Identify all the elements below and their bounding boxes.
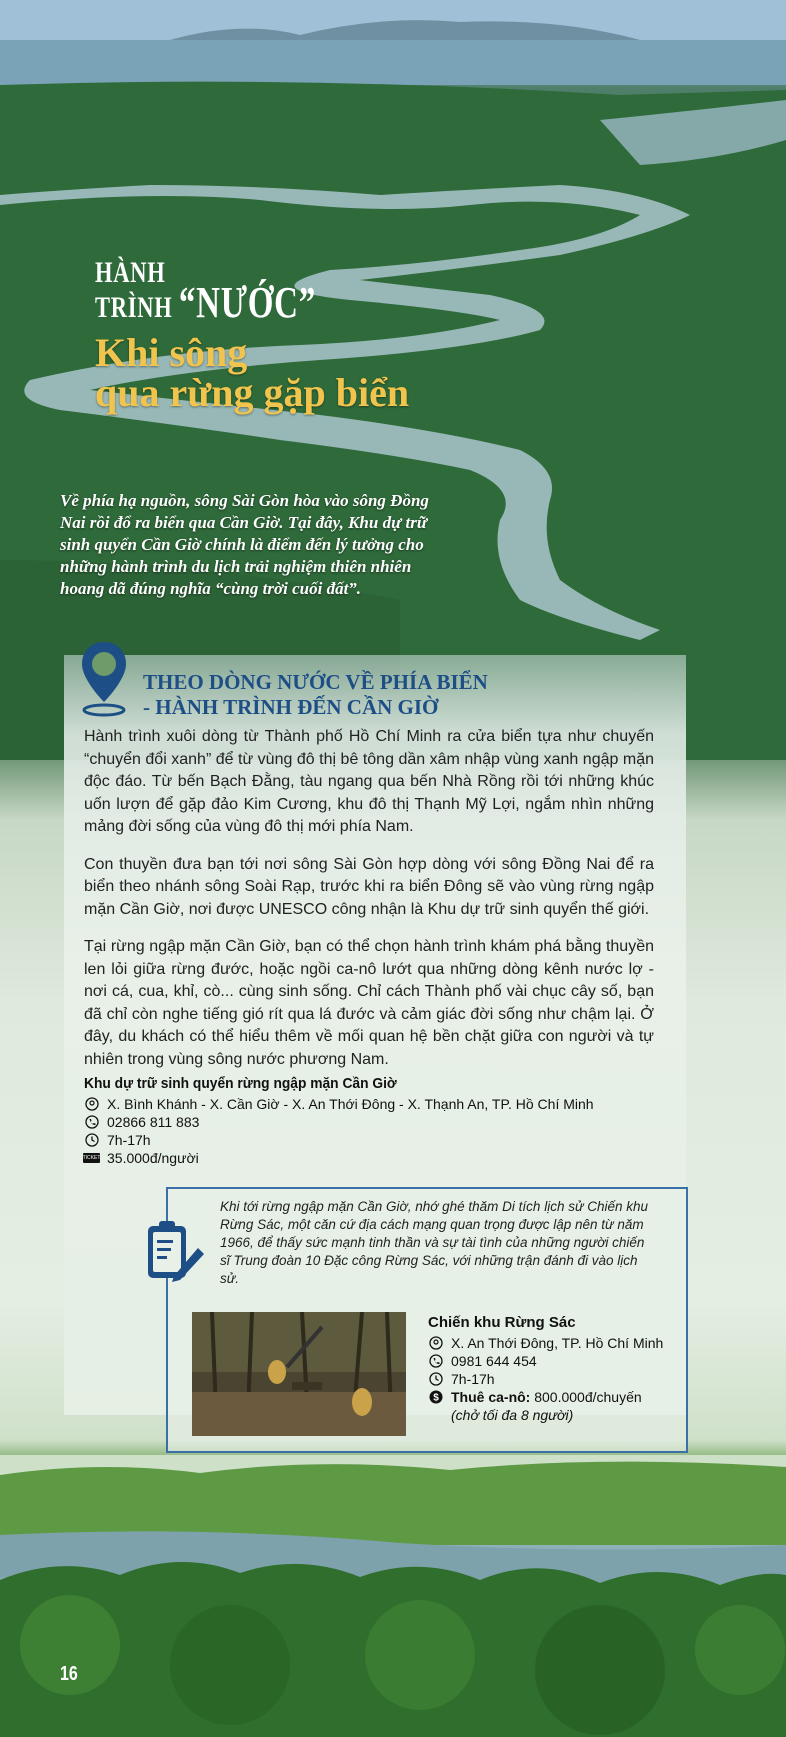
page-title (95, 330, 410, 415)
info-hours: 7h-17h (107, 1132, 151, 1148)
rent-note: (chở tối đa 8 người) (451, 1407, 574, 1423)
clipboard-pen-icon (144, 1218, 206, 1284)
title-block (95, 258, 409, 413)
ticket-icon: TICKET (82, 1155, 101, 1161)
phone-icon (428, 1354, 443, 1369)
kicker-line2: TRÌNH (95, 291, 173, 324)
war-zone-phone-row (428, 1352, 678, 1370)
rent-label: Thuê ca-nô: (451, 1389, 531, 1405)
intro-text: Về phía hạ nguồn, sông Sài Gòn hòa vào sông Đồng Nai rồi đổ ra biển qua Cần Giờ. Tại đây, Khu dự trữ sinh quyển Cần Giờ chính là điểm đến lý tưởng cho những hành trình du lịch trải nghiệm thiên nhiên hoang dã đúng nghĩa “cùng trời cuối đất”. (60, 491, 429, 598)
war-zone-address-row (428, 1334, 678, 1352)
paragraph: Con thuyền đưa bạn tới nơi sông Sài Gòn hợp dòng với sông Đồng Nai để ra biển theo nhánh sông Soài Rạp, trước khi ra biển Đông sẽ vào vùng rừng ngập mặn Cần Giờ, nơi được UNESCO công nhận là Khu dự trữ sinh quyển thế giới. (84, 855, 654, 918)
kicker-line1: HÀNH (95, 256, 166, 289)
paragraph: Hành trình xuôi dòng từ Thành phố Hồ Chí Minh ra cửa biển tựa như chuyến “chuyển đổi xanh” để từ vùng đô thị bê tông dần xâm nhập vùng xanh ngập mặn độc đáo. Từ bến Bạch Đằng, tàu ngang qua bến Nhà Rồng rồi tới những khúc uốn lượn để gặp đảo Kim Cương, khu đô thị Thạnh Mỹ Lợi, ngắm nhìn những mảng đời sống của vùng đô thị mới phía Nam. (84, 728, 654, 835)
section-title (143, 670, 488, 720)
page-number: 16 (60, 1663, 78, 1685)
map-pin-icon (428, 1336, 443, 1351)
paragraph: Tại rừng ngập mặn Cần Giờ, bạn có thể chọn hành trình khám phá bằng thuyền len lỏi giữa rừng đước, hoặc ngồi ca-nô lướt qua những dòng kênh nước lợ - nơi cá, cua, khỉ, cò... cùng sinh sống. Chỉ cách Thành phố vài chục cây số, bạn đã chỉ còn nghe tiếng gió rít qua lá đước và cảm giác đời sống như chậm lại. Ở đây, du khách có thể hiểu thêm về mối quan hệ bền chặt giữa con người và tự nhiên trong vùng sông nước phương Nam. (84, 938, 654, 1068)
war-zone-hours-row (428, 1370, 678, 1388)
kicker-highlight: “NƯỚC” (178, 278, 316, 327)
info-block (84, 1075, 644, 1167)
clock-icon (428, 1372, 443, 1387)
info-hours-row (84, 1131, 644, 1149)
info-price-row (84, 1149, 644, 1167)
section-body (84, 726, 654, 1086)
info-phone-row (84, 1113, 644, 1131)
war-zone-hours: 7h-17h (451, 1371, 495, 1387)
svg-text:$: $ (432, 1392, 439, 1404)
title-line2: qua rừng gặp biển (95, 370, 410, 415)
clock-icon (84, 1133, 99, 1148)
rent-price: 800.000đ/chuyến (534, 1389, 642, 1405)
info-phone: 02866 811 883 (107, 1114, 200, 1130)
war-zone-name: Chiến khu Rừng Sác (428, 1314, 576, 1331)
title-line1: Khi sông (95, 330, 248, 375)
info-name: Khu dự trữ sinh quyển rừng ngập mặn Cần Giờ (84, 1075, 397, 1092)
kicker (95, 256, 331, 327)
location-pin-icon (78, 640, 130, 718)
war-zone-rent-row (428, 1388, 678, 1406)
phone-icon (84, 1115, 99, 1130)
war-zone-photo (192, 1312, 406, 1436)
info-address: X. Bình Khánh - X. Cần Giờ - X. An Thới Đông - X. Thạnh An, TP. Hồ Chí Minh (107, 1096, 594, 1112)
info-address-row (84, 1095, 644, 1113)
info-price: 35.000đ/người (107, 1150, 199, 1166)
dollar-icon (428, 1390, 443, 1405)
map-pin-icon (84, 1097, 99, 1112)
tip-box-intro: Khi tới rừng ngập mặn Cần Giờ, nhớ ghé thăm Di tích lịch sử Chiến khu Rừng Sác, một căn cứ địa cách mạng quan trọng được lập nên từ năm 1966, để thấy sức mạnh tinh thần và sự tài tình của những người chiến sĩ Trung đoàn 10 Đặc công Rừng Sác, với những trận đánh đi vào lịch sử. (220, 1199, 649, 1286)
section-title-line1: THEO DÒNG NƯỚC VỀ PHÍA BIỂN (143, 670, 488, 694)
war-zone-address: X. An Thới Đông, TP. Hồ Chí Minh (451, 1335, 664, 1351)
war-zone-info (428, 1314, 678, 1424)
war-zone-phone: 0981 644 454 (451, 1353, 537, 1369)
section-title-line2: - HÀNH TRÌNH ĐẾN CẦN GIỜ (143, 695, 439, 719)
mangrove-forest-photo (0, 1455, 786, 1737)
